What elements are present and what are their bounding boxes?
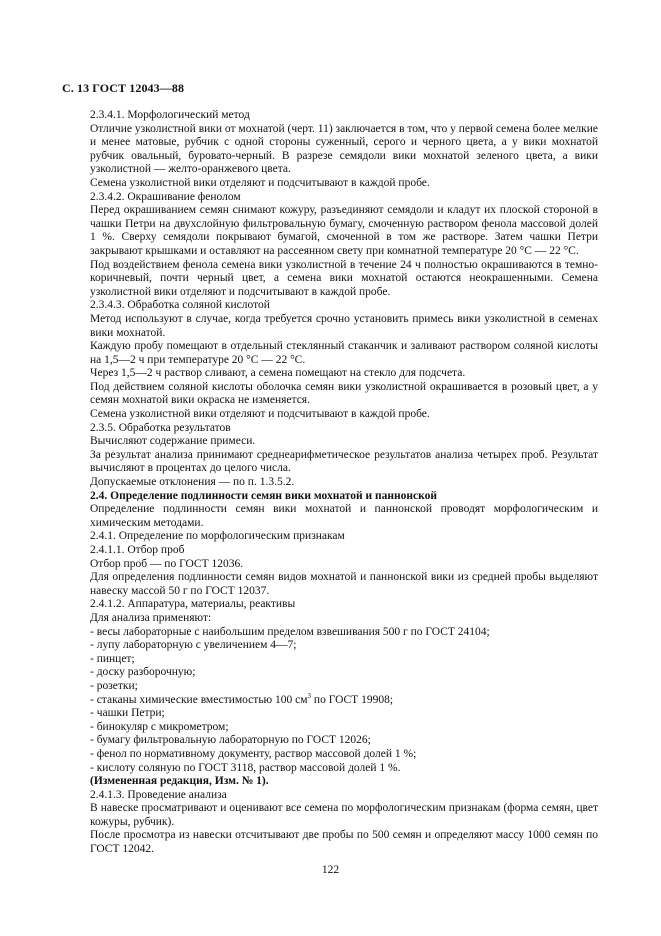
list-item: - бумагу фильтровальную лабораторную по ГОСТ 12026; [90, 734, 371, 747]
paragraph: За результат анализа принимают среднеарифметическое результатов анализа четырех проб. Результат вычисляют в процентах до целого числа. [90, 448, 598, 475]
section-heading: 2.4.1.2. Аппаратура, материалы, реактивы [90, 598, 296, 611]
paragraph: Допускаемые отклонения — по п. 1.3.5.2. [90, 476, 295, 489]
paragraph: Под воздействием фенола семена вики узколистной в течение 24 ч полностью окрашиваются в темно-коричневый, почти черный цвет, а семена вики мохнатой остаются неокрашенными. Семена узколистной вики отделяют и подсчитывают в каждой пробе. [90, 258, 598, 298]
list-item: - бинокуляр с микрометром; [90, 720, 229, 733]
list-item: - фенол по нормативному документу, раствор массовой долей 1 %; [90, 747, 417, 760]
section-heading: 2.3.5. Обработка результатов [90, 421, 231, 434]
amendment-note: (Измененная редакция, Изм. № 1). [90, 775, 269, 788]
paragraph: Каждую пробу помещают в отдельный стеклянный стаканчик и заливают раствором соляной кислоты на 1,5—2 ч при температуре 20 °С — 22 °С. [90, 340, 598, 366]
list-item: - чашки Петри; [90, 707, 165, 720]
paragraph: Для анализа применяют: [90, 611, 212, 624]
section-heading: 2.3.4.1. Морфологический метод [90, 109, 250, 121]
paragraph: В навеске просматривают и оценивают все семена по морфологическим признакам (форма семян, цвет кожуры, рубчик). [90, 802, 598, 828]
paragraph: Определение подлинности семян вики мохнатой и паннонской проводят морфологическим и химическим методами. [90, 503, 598, 529]
page-number: 122 [321, 864, 340, 876]
page-header: С. 13 ГОСТ 12043—88 [62, 81, 185, 95]
section-heading: 2.3.4.2. Окрашивание фенолом [90, 190, 241, 203]
section-heading: 2.4.1.3. Проведение анализа [90, 788, 227, 801]
paragraph: Под действием соляной кислоты оболочка семян вики узколистной окрашивается в розовый цвет, а у семян мохнатой вики окраска не изменяется. [90, 380, 598, 407]
list-item: - пинцет; [90, 652, 135, 665]
section-heading: 2.4.1.1. Отбор проб [90, 544, 185, 556]
paragraph: Перед окрашиванием семян снимают кожуру, разъединяют семядоли и кладут их плоской стороной в чашки Петри на двухслойную фильтровальную бумагу, смоченную раствором фенола массовой долей 1 %. Сверху семядоли покрывают бумагой, смоченной в том же растворе. Затем чашки Петри закрывают крышками и оставляют на рассеянном свету при комнатной температуре 20 °С — 22 °С. [90, 204, 598, 257]
paragraph: Метод используют в случае, когда требуется срочно установить примесь вики узколистной в семенах вики мохнатой. [90, 312, 598, 339]
paragraph: Семена узколистной вики отделяют и подсчитывают в каждой пробе. [90, 408, 430, 421]
list-item-text: по ГОСТ 19908; [311, 693, 394, 706]
section-heading-bold: 2.4. Определение подлинности семян вики мохнатой и паннонской [90, 489, 437, 502]
list-item: - весы лабораторные с наибольшим пределом взвешивания 500 г по ГОСТ 24104; [90, 625, 490, 638]
section-heading: 2.3.4.3. Обработка соляной кислотой [90, 299, 270, 312]
paragraph: Вычисляют содержание примеси. [90, 435, 256, 448]
list-item-text: - стаканы химические вместимостью 100 см [90, 693, 308, 706]
section-heading: 2.4.1. Определение по морфологическим признакам [90, 530, 345, 543]
list-item: - доску разборочную; [90, 666, 196, 679]
list-item [90, 691, 598, 708]
list-item: - розетки; [90, 679, 138, 692]
paragraph: После просмотра из навески отсчитывают две пробы по 500 семян и определяют массу 1000 семян по ГОСТ 12042. [90, 829, 598, 856]
list-item: - лупу лабораторную с увеличением 4—7; [90, 639, 297, 652]
document-body [90, 109, 598, 857]
paragraph: Через 1,5—2 ч раствор сливают, а семена помещают на стекло для подсчета. [90, 367, 466, 380]
paragraph: Для определения подлинности семян видов мохнатой и паннонской вики из средней пробы выделяют навеску массой 50 г по ГОСТ 12037. [90, 571, 598, 597]
superscript: 3 [307, 691, 312, 700]
paragraph: Семена узколистной вики отделяют и подсчитывают в каждой пробе. [90, 176, 430, 189]
list-item: - кислоту соляную по ГОСТ 3118, раствор массовой долей 1 %. [90, 761, 401, 774]
paragraph: Отбор проб — по ГОСТ 12036. [90, 557, 244, 570]
paragraph: Отличие узколистной вики от мохнатой (черт. 11) заключается в том, что у первой семена более мелкие и менее матовые, рубчик с одной стороны суженный, серого и черного цвета, а у вики мохнатой рубчик овальный, буровато-черный. В разрезе семядоли вики мохнатой зеленого цвета, а вики узколистной — желто-оранжевого цвета. [90, 122, 598, 176]
